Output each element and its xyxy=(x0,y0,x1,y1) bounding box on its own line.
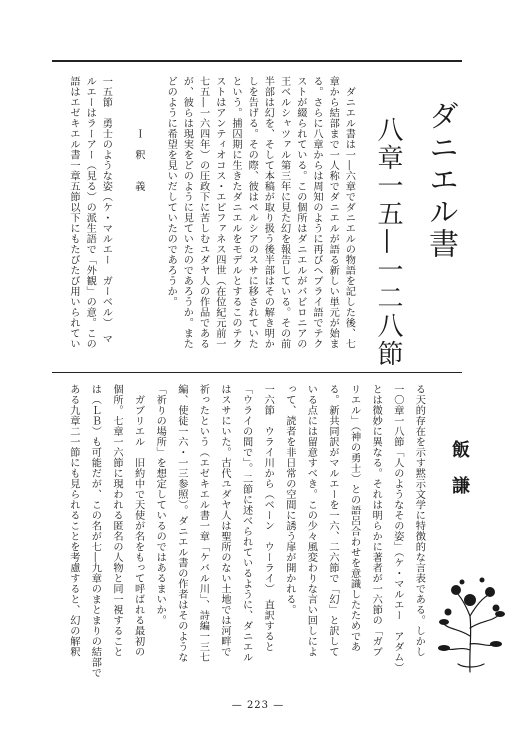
text-column: 編、使徒一六・一三参照）。ダニエル書の作者はそのような xyxy=(175,384,187,663)
text-column: って、読者を非日常の空間に誘う扉が開かれる。 xyxy=(283,384,295,615)
text-column: ダニエル書は一―六章でダニエルの物語を記した後、七 xyxy=(343,76,355,349)
text-column: とは微妙に異なる。それは明らかに著者が一六節の「ガブ xyxy=(370,384,382,657)
text-column: ストはアンティオコス・エピファネス四世（在位紀元前一 xyxy=(213,76,225,349)
text-column: ある九章二一節にも見られることを考慮すると、幻の解釈 xyxy=(67,384,79,657)
text-column: ストが綴られている。この個所はダニエルがバビロニアの xyxy=(294,76,306,349)
middle-rule xyxy=(52,372,462,373)
text-column: る。さらに八章からは周知のように再びヘブライ語でテク xyxy=(311,76,322,349)
text-column: る天的存在を示す黙示文学に特徴的な言表である。しかし xyxy=(413,384,425,657)
botanical-illustration xyxy=(436,572,506,676)
text-column: 「祈りの場所」を想定しているのではあるまいか。 xyxy=(154,384,166,626)
text-column: リエル」（神の勇士）との語呂合わせを意識したためであ xyxy=(348,384,360,652)
text-column: 王ベルシャツァル第三年に見た幻を報告している。その前 xyxy=(278,76,290,349)
text-column: 「ウライの間で」。二節に述べられているように、ダニエル xyxy=(240,384,252,663)
text-column: 七五―一六四年）の圧政下に苦しむユダヤ人の作品である xyxy=(197,76,209,349)
text-column: が、彼らは現実をどのように見ていたのであろうか。また xyxy=(181,76,193,349)
page-title: ダニエル書 xyxy=(423,100,458,260)
text-column: る。新共同訳がマルエーを一六、二六節で「幻」と訳して xyxy=(327,384,338,657)
text-column: 語はエゼキエル書一章五節以下にもたびたび用いられてい xyxy=(68,76,79,349)
text-column: 一六節 ウライ川から（ベーン ウーライ） 直訳すると xyxy=(262,384,274,652)
text-column: 個所。七章一六節に現われる匿名の人物と同一視すること xyxy=(111,384,122,657)
page-number: — 223 — xyxy=(231,700,285,711)
author-name: 飯 謙 xyxy=(449,440,470,494)
text-column: ルエーはラーアー（見る）の派生語で「外観」の意。この xyxy=(84,76,96,349)
text-column: ガブリエル 旧約中で天使が名をもって呼ばれる最初の xyxy=(132,384,144,657)
text-column: はスサにいた。古代ユダヤ人は聖所のない土地では河畔で xyxy=(219,384,230,657)
text-column: いる点には留意すべき。この少々風変わりな言い回しによ xyxy=(305,384,317,657)
text-column: は（ＬＢ）も可能だが、この名が七―九章のまとまりの結部で xyxy=(89,384,101,678)
text-column: 半部は幻を、そして本稿が取り扱う後半部はその解き明か xyxy=(262,76,274,349)
top-rule xyxy=(52,60,462,62)
text-column: 一五節 勇士のような姿（ケ・マルエー ガーベル） マ xyxy=(100,76,112,344)
text-column: どのように希望を見いだしていたのであろうか。 xyxy=(165,76,177,307)
text-column: 一〇章一八節「人のようなその姿」（ケ・マルエー アダム） xyxy=(391,384,403,673)
text-column: Ｉ 釈 義 xyxy=(132,76,144,192)
chapter-subtitle: 八章一五—一二八節 xyxy=(373,116,403,368)
text-column: 章から結部まで一人称でダニエルが語る新しい単元が始ま xyxy=(327,76,339,349)
text-column: という。捕囚期に生きたダニエルをモデルとするこのテク xyxy=(230,76,241,349)
text-column: しを告げる。その際、彼はペルシアのスサに移されていた xyxy=(246,76,258,349)
text-column: 祈ったという（エゼキエル書一章「ケバル川」、詩編一三七 xyxy=(197,384,209,663)
